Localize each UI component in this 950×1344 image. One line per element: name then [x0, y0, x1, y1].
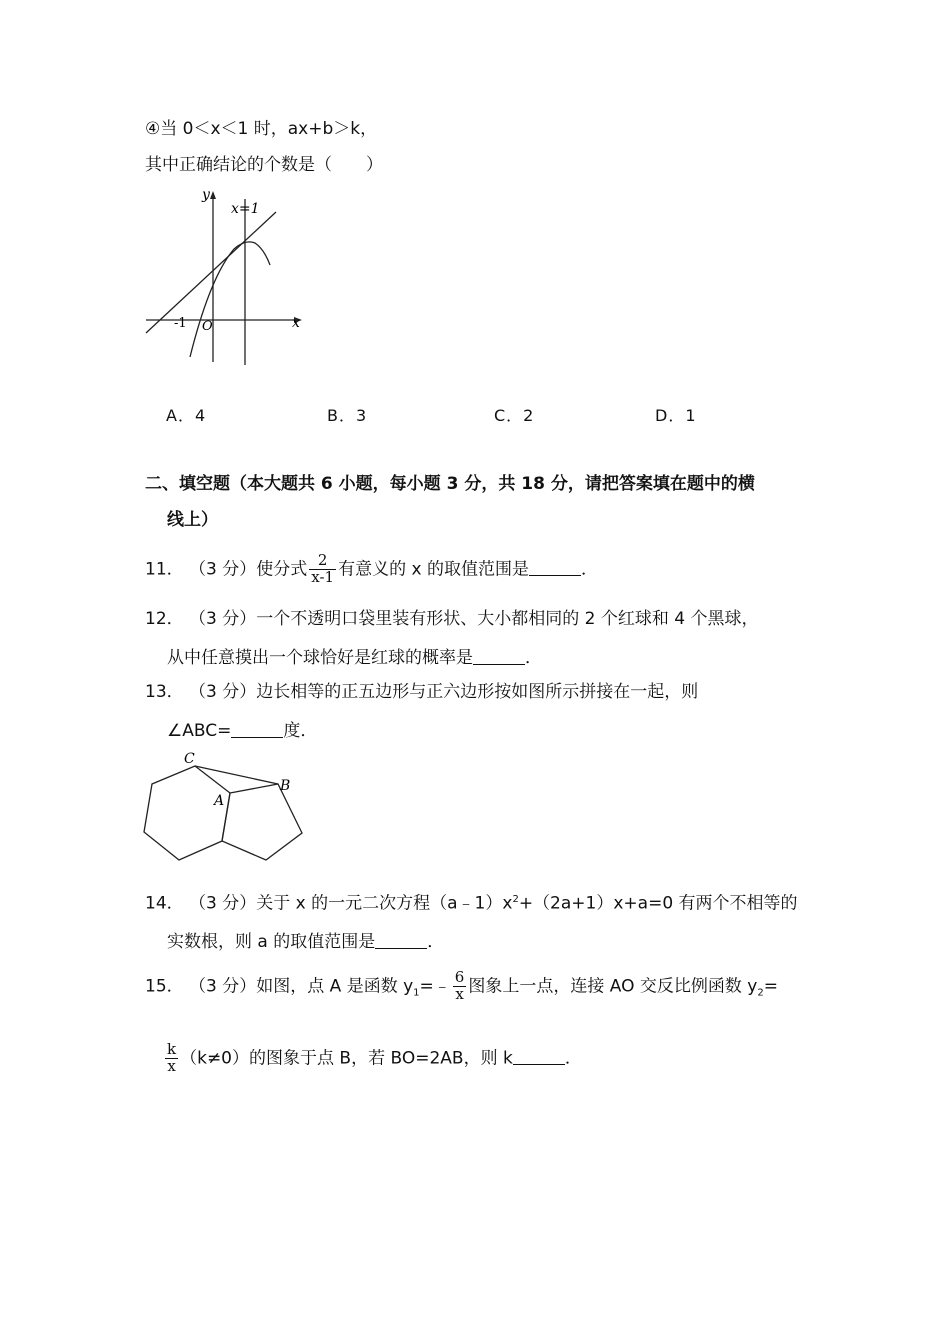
- q10-question: 其中正确结论的个数是（ ）: [145, 155, 383, 175]
- q13-number: 13．: [145, 682, 184, 702]
- q15-line1: 15． （3 分）如图，点 A 是函数 $y_1=﹣$ $\frac{6}{x}$ 图象上一点，连接 AO 交反比例函数 $y_2=$: [145, 968, 778, 1003]
- q12-answer-blank[interactable]: [473, 648, 525, 665]
- q11-fraction: $\frac{2}{x-1}$: [311, 551, 335, 586]
- q14-line2: 实数根，则 a 的取值范围是 ．: [167, 932, 445, 952]
- origin-label: O: [202, 319, 213, 334]
- option-d: D．1: [655, 406, 697, 425]
- q11: 11． （3 分）使分式 $\frac{2}{x-1}$ 有意义的 x 的取值范围是 ．: [145, 551, 598, 586]
- q13-line1: 13． （3 分）边长相等的正五边形与正六边形按如图所示拼接在一起，则: [145, 682, 699, 702]
- q15-fraction-k-x: $\frac{k}{x}$: [167, 1040, 177, 1075]
- vline-label: x=1: [231, 201, 260, 217]
- q14-number: 14．: [145, 893, 184, 914]
- y-axis-label: y: [202, 187, 210, 203]
- option-b: B．3: [327, 406, 368, 425]
- q15-number: 15．: [145, 976, 184, 997]
- x-axis-label: x: [292, 315, 300, 331]
- label-b: B: [280, 778, 291, 794]
- q11-score: （3 分）使分式: [189, 559, 308, 580]
- q14-line1: 14． （3 分）关于 x 的一元二次方程$(a﹣1)x^2+(2a+1)x+a=0$ 有两个不相等的: [145, 893, 798, 914]
- q15-line2: $\frac{k}{x}$ （k≠0）的图象于点 B，若 BO=2AB，则 k ．: [167, 1040, 582, 1075]
- q11-number: 11．: [145, 559, 184, 580]
- neg-one-label: -1: [174, 316, 187, 331]
- q13-polygon-figure: [138, 748, 318, 873]
- q15-answer-blank[interactable]: [513, 1048, 565, 1065]
- q12-number: 12．: [145, 609, 184, 629]
- q15-fraction-6-x: $\frac{6}{x}$: [454, 968, 465, 1003]
- section-heading-line2: 线上）: [167, 510, 218, 530]
- q12-line1: 12． （3 分）一个不透明口袋里装有形状、大小都相同的 2 个红球和 4 个黑球，: [145, 609, 759, 629]
- q10-condition-4: ④当 0＜x＜1 时，ax+b＞k，: [145, 119, 378, 139]
- q13-line2: ∠ABC= 度．: [167, 721, 318, 741]
- q11-tail: 有意义的 x 的取值范围是: [338, 559, 529, 580]
- option-a: A．4: [166, 406, 207, 425]
- label-a: A: [214, 793, 225, 809]
- q11-answer-blank[interactable]: [529, 559, 581, 576]
- label-c: C: [184, 751, 195, 767]
- q13-answer-blank[interactable]: [231, 721, 283, 738]
- section-heading-line1: 二、填空题（本大题共 6 小题，每小题 3 分，共 18 分，请把答案填在题中的横: [145, 474, 755, 494]
- option-c: C．2: [494, 406, 535, 425]
- q12-line2: 从中任意摸出一个球恰好是红球的概率是 ．: [167, 648, 542, 668]
- q10-graph-figure: [140, 187, 310, 367]
- q14-answer-blank[interactable]: [375, 932, 427, 949]
